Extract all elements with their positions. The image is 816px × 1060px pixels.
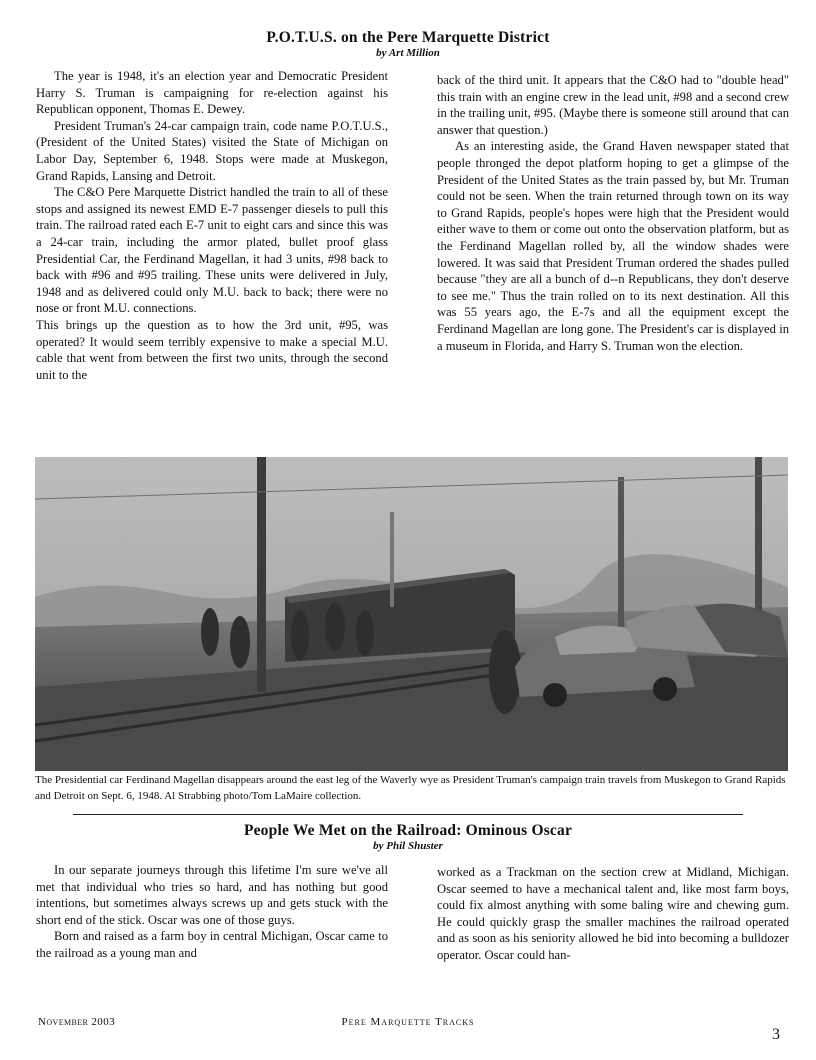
article-title: P.O.T.U.S. on the Pere Marquette District	[266, 29, 550, 46]
article-left-column	[36, 862, 388, 962]
paragraph: The year is 1948, it's an election year and Democratic President Harry S. Truman is campaigning for re-election against his Republican opponent, Thomas E. Dewey.	[36, 69, 388, 117]
photo-illustration	[35, 457, 788, 771]
photo-caption: The Presidential car Ferdinand Magellan disappears around the east leg of the Waverly wye as President Truman's campaign train travels from Muskegon to Grand Rapids and Detroit on Sept. 6, 1948. Al Strabbing photo/Tom LaMaire collection.	[35, 774, 786, 802]
article-byline: by Phil Shuster	[373, 840, 443, 852]
issue-date: November 2003	[38, 1016, 116, 1028]
page-number: 3	[772, 1026, 780, 1043]
paragraph: As an interesting aside, the Grand Haven newspaper stated that people thronged the depot platform hoping to get a glimpse of the President of the United States as the train passed by, but Mr. Truman could not be seen. When the train returned through town on its way to Grand Rapids, people's hopes were high that the President would either wave to them or come out onto the observation platform, but as the Ferdinand Magellan rolled by, all the window shades were lowered. It was said that President Truman ordered the shades pulled because "they are all a bunch of d--n Republicans, they don't deserve to see me." Thus the train rolled on to its next destination. All this was 55 years ago, the E-7s and all the equipment except the Ferdinand Magellan are long gone. The President's car is displayed in a museum in Florida, and Harry S. Truman won the election.	[437, 139, 789, 353]
article-byline: by Art Million	[376, 47, 440, 59]
paragraph: The C&O Pere Marquette District handled the train to all of these stops and assigned its newest EMD E-7 passenger diesels to pull this train. The railroad rated each E-7 unit to eight cars and since this was a 24-car train, including the armor plated, bullet proof glass Presidential Car, the Ferdinand Magellan, it had 3 units, #98 back to back with #96 and #95 trailing. These units were delivered in July, 1948 and as delivered could only M.U. back to back; there were no nose or front M.U. connections.	[36, 185, 388, 316]
paragraph: back of the third unit. It appears that the C&O had to "double head" this train with an engine crew in the lead unit, #98 and a second crew in the trailing unit, #95. (Maybe there is someone still around that can answer that question.)	[437, 73, 789, 137]
article-right-column	[437, 864, 789, 964]
train-photo	[35, 457, 788, 771]
paragraph: President Truman's 24-car campaign train, code name P.O.T.U.S., (President of the United States) visited the State of Michigan on Labor Day, September 6, 1948. Stops were made at Muskegon, Grand Rapids, Lansing and Detroit.	[36, 118, 388, 183]
paragraph: worked as a Trackman on the section crew at Midland, Michigan. Oscar seemed to have a mechanical talent and, like most farm boys, could fix almost anything with some baling wire and chewing gum. He could quickly grasp the smaller machines the railroad operated and as soon as his seniority allowed he bid into becoming a bulldozer operator. Oscar could han-	[437, 865, 789, 962]
paragraph: This brings up the question as to how the 3rd unit, #95, was operated? It would seem terribly expensive to make a special M.U. cable that went from between the first two units, through the second unit to the	[36, 317, 388, 382]
article-left-column	[36, 68, 388, 383]
paragraph: Born and raised as a farm boy in central Michigan, Oscar came to the railroad as a young man and	[36, 929, 388, 960]
article-title: People We Met on the Railroad: Ominous Oscar	[243, 822, 573, 839]
article-right-column	[437, 72, 789, 354]
publication-name: Pere Marquette Tracks	[341, 1016, 475, 1028]
section-divider	[73, 814, 743, 815]
paragraph: In our separate journeys through this lifetime I'm sure we've all met that individual who tries so hard, and has nothing but good intentions, but sometimes always screws up and gets stuck with the short end of the stick. Oscar was one of those guys.	[36, 863, 388, 927]
